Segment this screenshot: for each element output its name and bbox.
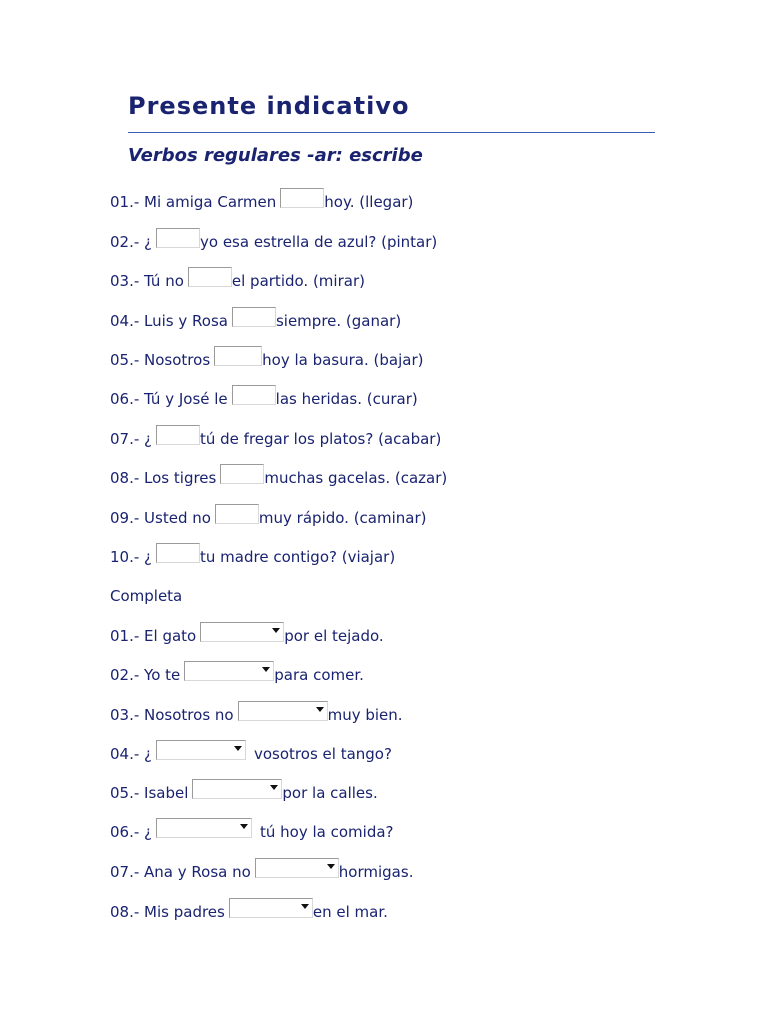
answer-select[interactable] [156,818,252,838]
exercise-text-after: en el mar. [312,903,388,921]
exercise-2-item [110,703,403,727]
exercise-text-before: 06.- ¿ [110,823,152,841]
exercise-2-item [110,820,394,844]
exercise-2-item [110,624,384,648]
exercise-text-after: tu madre contigo? (viajar) [200,548,396,566]
exercise-1-item [110,348,423,372]
exercise-1-item [110,466,447,490]
section-heading-completa: Completa [110,587,183,605]
exercise-text-before: 05.- Isabel [110,784,189,802]
answer-select[interactable] [184,661,274,681]
section-subtitle: Verbos regulares -ar: escribe [128,145,423,166]
exercise-1-item [110,269,365,293]
exercise-text-after: muchas gacelas. (cazar) [264,469,448,487]
exercise-text-after: el partido. (mirar) [231,272,365,290]
page-title: Presente indicativo [128,92,410,120]
answer-input[interactable] [232,307,276,327]
exercise-text-after: tú de fregar los platos? (acabar) [200,430,442,448]
answer-input[interactable] [156,543,200,563]
answer-input[interactable] [156,228,200,248]
exercise-1-item [110,427,441,451]
exercise-text-before: 03.- Nosotros no [110,706,234,724]
exercise-text-after: muy rápido. (caminar) [258,509,427,527]
exercise-1-item [110,309,401,333]
answer-select[interactable] [255,858,339,878]
exercise-text-after: vosotros el tango? [254,745,392,763]
chevron-down-icon [327,864,335,869]
answer-input[interactable] [220,464,264,484]
exercise-text-after: para comer. [274,666,364,684]
exercise-2-item [110,663,364,687]
answer-select[interactable] [229,898,313,918]
exercise-text-before: 02.- ¿ [110,233,152,251]
chevron-down-icon [234,746,242,751]
answer-select[interactable] [156,740,246,760]
exercise-2-item [110,742,392,766]
title-divider [128,132,655,133]
exercise-2-item [110,860,413,884]
answer-select[interactable] [238,701,328,721]
exercise-text-before: 03.- Tú no [110,272,184,290]
exercise-text-after: por el tejado. [284,627,384,645]
exercise-text-after: tú hoy la comida? [260,823,394,841]
answer-input[interactable] [214,346,262,366]
exercise-1-item [110,506,427,530]
answer-input[interactable] [215,504,259,524]
chevron-down-icon [262,667,270,672]
exercise-text-after: hormigas. [338,863,414,881]
exercise-text-after: yo esa estrella de azul? (pintar) [200,233,438,251]
exercise-text-before: 05.- Nosotros [110,351,211,369]
exercise-text-before: 08.- Mis padres [110,903,225,921]
exercise-text-before: 04.- Luis y Rosa [110,312,228,330]
exercise-text-before: 04.- ¿ [110,745,152,763]
exercise-text-before: 09.- Usted no [110,509,211,527]
answer-input[interactable] [188,267,232,287]
chevron-down-icon [240,824,248,829]
answer-select[interactable] [200,622,284,642]
chevron-down-icon [272,628,280,633]
exercise-text-after: muy bien. [327,706,403,724]
exercise-text-before: 10.- ¿ [110,548,152,566]
exercise-text-before: 08.- Los tigres [110,469,217,487]
exercise-text-after: hoy la basura. (bajar) [262,351,424,369]
exercise-text-before: 02.- Yo te [110,666,181,684]
answer-input[interactable] [232,385,276,405]
chevron-down-icon [301,904,309,909]
exercise-1-item [110,230,437,254]
exercise-1-item [110,387,418,411]
exercise-1-item [110,545,395,569]
exercise-text-after: las heridas. (curar) [275,390,418,408]
exercise-1-item [110,190,413,214]
exercise-text-after: por la calles. [282,784,378,802]
answer-input[interactable] [280,188,324,208]
exercise-text-after: siempre. (ganar) [275,312,402,330]
answer-input[interactable] [156,425,200,445]
chevron-down-icon [270,785,278,790]
exercise-text-before: 06.- Tú y José le [110,390,228,408]
exercise-text-before: 01.- El gato [110,627,197,645]
exercise-text-after: hoy. (llegar) [324,193,414,211]
exercise-text-before: 07.- Ana y Rosa no [110,863,251,881]
answer-select[interactable] [192,779,282,799]
exercise-2-item [110,900,388,924]
chevron-down-icon [316,707,324,712]
exercise-text-before: 07.- ¿ [110,430,152,448]
exercise-2-item [110,781,378,805]
exercise-text-before: 01.- Mi amiga Carmen [110,193,277,211]
